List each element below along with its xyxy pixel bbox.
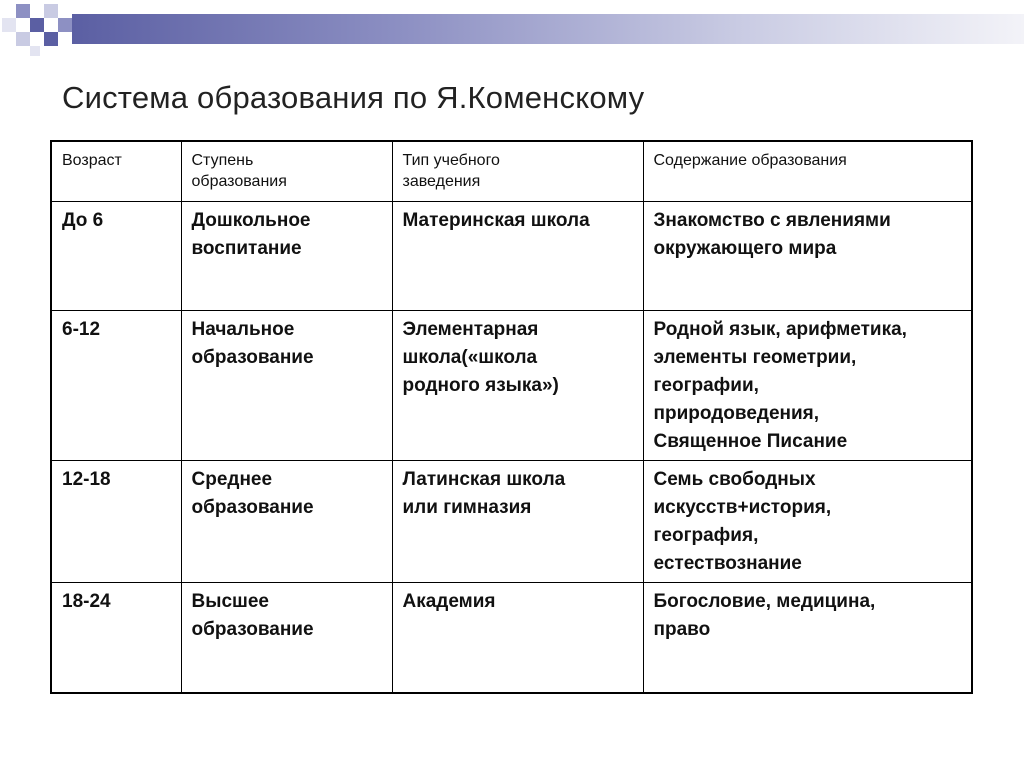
decor-square: [30, 46, 40, 56]
decorative-header-bar: [0, 0, 1024, 56]
cell-education-level: Среднее образование: [181, 461, 392, 583]
cell-education-content: Богословие, медицина, право: [643, 583, 972, 694]
cell-education-content: Знакомство с явлениями окружающего мира: [643, 202, 972, 311]
decor-square: [30, 18, 44, 32]
header-institution-type: Тип учебного заведения: [392, 141, 643, 202]
table-row: [51, 583, 972, 694]
cell-age: 6-12: [51, 311, 181, 461]
table-header-row: [51, 141, 972, 202]
cell-education-content: Семь свободных искусств+история, география, естествознание: [643, 461, 972, 583]
cell-education-content: Родной язык, арифметика, элементы геометрии, географии, природоведения, Священное Писание: [643, 311, 972, 461]
slide-title: Система образования по Я.Коменскому: [62, 80, 645, 115]
decor-square: [44, 4, 58, 18]
cell-institution-type: Латинская школа или гимназия: [392, 461, 643, 583]
table-row: [51, 311, 972, 461]
decor-square: [16, 32, 30, 46]
education-system-table: [50, 140, 973, 694]
header-gradient-band: [72, 14, 1024, 44]
cell-age: 18-24: [51, 583, 181, 694]
cell-institution-type: Материнская школа: [392, 202, 643, 311]
header-age: Возраст: [51, 141, 181, 202]
decor-square: [44, 32, 58, 46]
header-education-content: Содержание образования: [643, 141, 972, 202]
decor-square: [16, 4, 30, 18]
cell-institution-type: Элементарная школа(«школа родного языка»): [392, 311, 643, 461]
cell-education-level: Дошкольное воспитание: [181, 202, 392, 311]
header-education-level: Ступень образования: [181, 141, 392, 202]
cell-age: До 6: [51, 202, 181, 311]
decor-square: [58, 18, 72, 32]
cell-institution-type: Академия: [392, 583, 643, 694]
table-row: [51, 202, 972, 311]
cell-education-level: Высшее образование: [181, 583, 392, 694]
cell-age: 12-18: [51, 461, 181, 583]
cell-education-level: Начальное образование: [181, 311, 392, 461]
table-row: [51, 461, 972, 583]
decor-square: [2, 18, 16, 32]
